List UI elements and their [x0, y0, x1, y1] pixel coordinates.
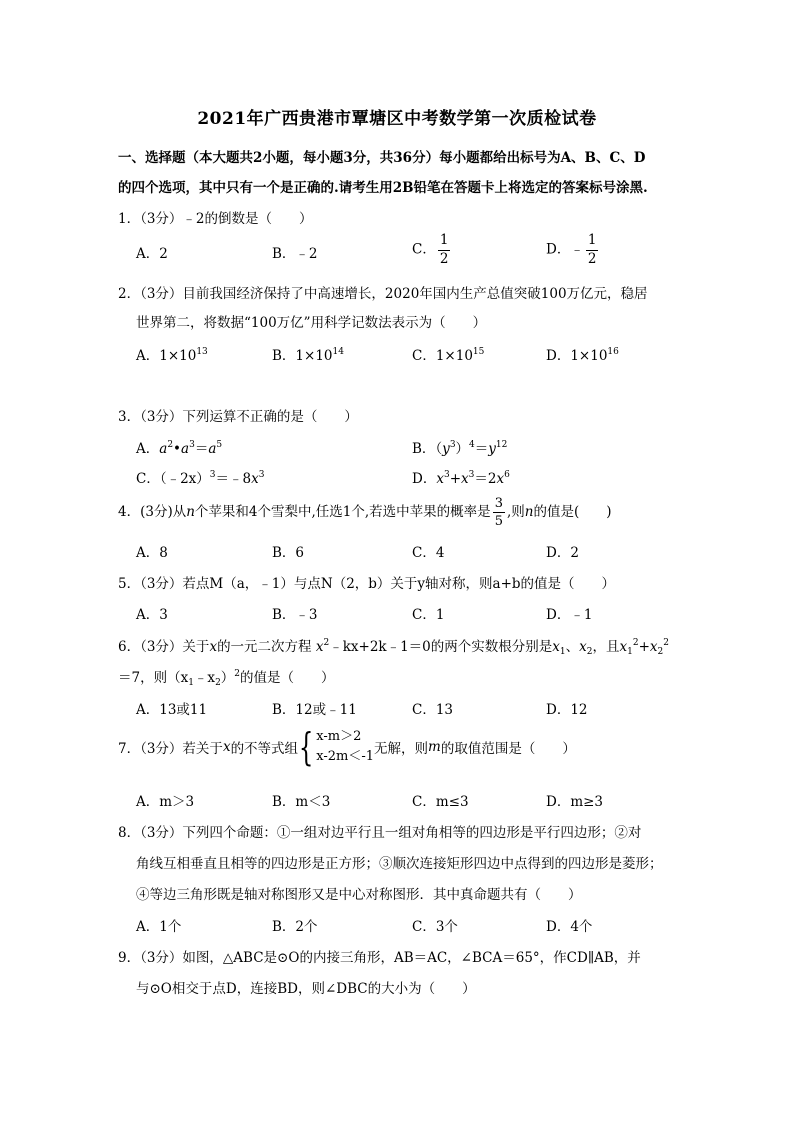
- section-header-line-2: 的四个选项，其中只有一个是正确的.请考生用2B铅笔在答题卡上将选定的答案标号涂黑.: [118, 180, 648, 196]
- question-3-stem: 3．（3分）下列运算不正确的是（ ）: [118, 409, 358, 425]
- q1-option-d: D．﹣ $\frac{1}{2}$: [546, 232, 597, 267]
- question-6-line-1: 6．（3分）关于x的一元二次方程 $x^2﹣kx+2k﹣1=0$的两个实数根分别是$x_1$、$x_2$，且$x_1^2+x_2^2$: [118, 638, 669, 657]
- q3-option-b: B．$(y^3)^4=y^{12}$: [412, 440, 508, 457]
- brace-icon: {: [298, 725, 314, 769]
- q7-option-d: D．m≥3: [546, 794, 604, 810]
- page-title: 2021年广西贵港市覃塘区中考数学第一次质检试卷: [197, 109, 597, 129]
- q5-option-a: A．3: [136, 607, 168, 623]
- q5-option-c: C．1: [412, 607, 445, 623]
- q4-option-b: B．6: [272, 545, 305, 561]
- q2-option-a: A．$1\times 10^{13}$: [136, 347, 208, 364]
- q6-option-d: D．12: [546, 702, 588, 718]
- q5-option-b: B．﹣3: [272, 607, 318, 623]
- question-1-stem: 1．（3分）﹣2的倒数是（ ）: [118, 211, 313, 227]
- q3-option-d: D．$x^3+x^3=2x^6$: [412, 470, 510, 487]
- q4-option-d: D．2: [546, 545, 579, 561]
- q3-option-a: A．$a^2•a^3=a^5$: [136, 440, 223, 457]
- q4-option-a: A．8: [136, 545, 168, 561]
- q8-option-d: D．4个: [546, 919, 593, 935]
- q7-option-b: B．m＜3: [272, 794, 331, 810]
- question-6-line-2: ＝7，则$(x_1﹣x_2)^2$的值是（ ）: [118, 669, 335, 688]
- q1-option-a: A．2: [136, 246, 168, 262]
- q8-option-b: B．2个: [272, 919, 318, 935]
- question-2-line-1: 2．（3分）目前我国经济保持了中高速增长，2020年国内生产总值突破100万亿元，稳居: [118, 286, 648, 302]
- q6-option-a: A．13或11: [136, 702, 208, 718]
- q2-option-b: B．$1\times 10^{14}$: [272, 347, 344, 364]
- question-4-stem: 4．(3分)从n个苹果和4个雪梨中,任选1个,若选中苹果的概率是 $\frac{3}{5}$ ,则n的值是( ): [118, 496, 612, 529]
- q3-option-c: C．$(﹣2x)^3=﹣8x^3$: [136, 470, 265, 487]
- q1-option-b: B．﹣2: [272, 246, 318, 262]
- question-5-stem: 5．（3分）若点M（a，﹣1）与点N（2，b）关于y轴对称，则a+b的值是（ ）: [118, 576, 616, 592]
- section-header-line-1: 一、选择题（本大题共2小题，每小题3分，共36分）每小题都给出标号为A、B、C、D: [118, 150, 646, 166]
- q7-option-c: C．m≤3: [412, 794, 469, 810]
- q4-option-c: C．4: [412, 545, 445, 561]
- q2-option-c: C．$1\times 10^{15}$: [412, 347, 485, 364]
- q8-option-c: C．3个: [412, 919, 458, 935]
- question-8-line-1: 8．（3分）下列四个命题：①一组对边平行且一组对角相等的四边形是平行四边形；②对: [118, 825, 642, 841]
- question-2-line-2: 世界第二，将数据“100万亿”用科学记数法表示为（ ）: [136, 315, 487, 331]
- q8-option-a: A．1个: [136, 919, 182, 935]
- question-8-line-3: ④等边三角形既是轴对称图形又是中心对称图形．其中真命题共有（ ）: [136, 887, 582, 903]
- question-9-line-2: 与⊙O相交于点D，连接BD，则∠DBC的大小为（ ）: [136, 981, 476, 997]
- q7-option-a: A．m＞3: [136, 794, 195, 810]
- q6-option-c: C．13: [412, 702, 454, 718]
- inequality-system: x-m＞2 x-2m＜-1: [316, 729, 375, 764]
- q5-option-d: D．﹣1: [546, 607, 593, 623]
- q2-option-d: D．$1\times 10^{16}$: [546, 347, 619, 364]
- q1-option-c: C． $\frac{1}{2}$: [412, 232, 449, 267]
- q6-option-b: B．12或﹣11: [272, 702, 357, 718]
- question-8-line-2: 角线互相垂直且相等的四边形是正方形；③顺次连接矩形四边中点得到的四边形是菱形；: [136, 856, 663, 872]
- question-7-stem: 7．（3分）若关于x的不等式组{ x-m＞2 x-2m＜-1 无解，则m的取值范围是（ ）: [118, 725, 576, 769]
- question-9-line-1: 9．（3分）如图，△ABC是⊙O的内接三角形，AB＝AC，∠BCA＝65°，作CD∥AB，并: [118, 950, 641, 966]
